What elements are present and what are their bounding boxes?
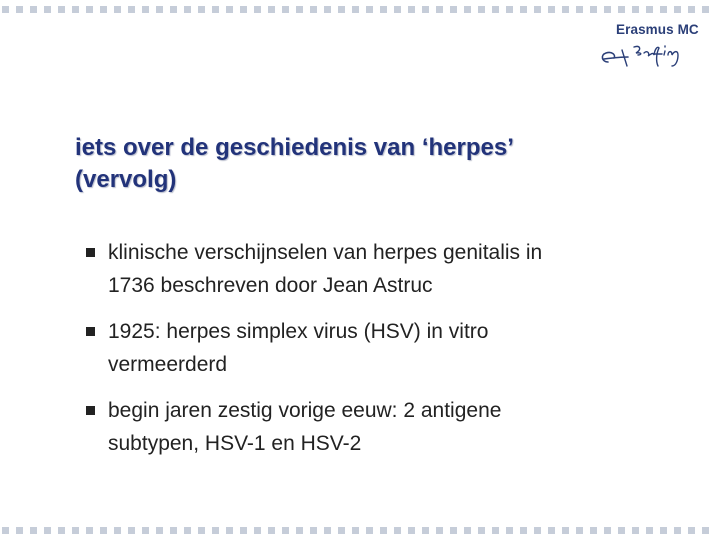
erasmus-mc-logo (598, 22, 708, 72)
border-square (394, 527, 401, 534)
bullet-text-line: begin jaren zestig vorige eeuw: 2 antigene (108, 399, 502, 422)
border-square (268, 527, 275, 534)
border-square (128, 6, 135, 13)
border-square (254, 527, 261, 534)
border-square (660, 6, 667, 13)
border-square (520, 6, 527, 13)
border-square (464, 527, 471, 534)
border-square (296, 527, 303, 534)
square-bullet-icon (86, 248, 95, 257)
border-square (408, 527, 415, 534)
border-square (100, 527, 107, 534)
border-square (310, 6, 317, 13)
border-square (674, 6, 681, 13)
border-square (366, 6, 373, 13)
border-square (436, 6, 443, 13)
border-square (170, 6, 177, 13)
border-square (632, 527, 639, 534)
border-square (534, 6, 541, 13)
border-square (618, 527, 625, 534)
border-square (408, 6, 415, 13)
bullet-text-line: vermeerderd (108, 353, 228, 376)
border-square (548, 6, 555, 13)
border-square (562, 527, 569, 534)
border-square (114, 527, 121, 534)
border-square (128, 527, 135, 534)
border-square (114, 6, 121, 13)
border-square (30, 527, 37, 534)
border-square (436, 527, 443, 534)
border-square (268, 6, 275, 13)
border-square (198, 6, 205, 13)
border-square (366, 527, 373, 534)
border-square (380, 527, 387, 534)
square-bullet-icon (86, 327, 95, 336)
border-square (702, 6, 709, 13)
border-square (240, 6, 247, 13)
border-square (562, 6, 569, 13)
top-border-squares (0, 6, 720, 14)
border-square (380, 6, 387, 13)
border-square (534, 527, 541, 534)
border-square (422, 6, 429, 13)
border-square (618, 6, 625, 13)
bullet-item (86, 236, 646, 302)
bullet-text-line: subtypen, HSV-1 en HSV-2 (108, 432, 362, 455)
border-square (450, 527, 457, 534)
border-square (44, 527, 51, 534)
border-square (646, 6, 653, 13)
border-square (450, 6, 457, 13)
border-square (506, 527, 513, 534)
border-square (590, 6, 597, 13)
border-square (338, 527, 345, 534)
border-square (324, 527, 331, 534)
border-square (212, 6, 219, 13)
border-square (58, 527, 65, 534)
border-square (674, 527, 681, 534)
border-square (646, 527, 653, 534)
border-square (548, 527, 555, 534)
border-square (576, 6, 583, 13)
border-square (100, 6, 107, 13)
border-square (72, 527, 79, 534)
border-square (156, 6, 163, 13)
border-square (702, 527, 709, 534)
border-square (492, 527, 499, 534)
border-square (590, 527, 597, 534)
border-square (604, 6, 611, 13)
border-square (464, 6, 471, 13)
border-square (184, 527, 191, 534)
border-square (296, 6, 303, 13)
border-square (170, 527, 177, 534)
border-square (506, 6, 513, 13)
bullet-text-line: 1736 beschreven door Jean Astruc (108, 274, 433, 297)
border-square (352, 6, 359, 13)
border-square (394, 6, 401, 13)
border-square (2, 527, 9, 534)
border-square (352, 527, 359, 534)
border-square (576, 527, 583, 534)
border-square (142, 527, 149, 534)
border-square (86, 6, 93, 13)
border-square (16, 6, 23, 13)
border-square (632, 6, 639, 13)
border-square (478, 527, 485, 534)
bottom-border-squares (0, 527, 720, 535)
bullet-list (86, 236, 646, 473)
border-square (2, 6, 9, 13)
border-square (492, 6, 499, 13)
border-square (86, 527, 93, 534)
border-square (282, 6, 289, 13)
border-square (44, 6, 51, 13)
slide-title (75, 132, 675, 196)
border-square (338, 6, 345, 13)
border-square (72, 6, 79, 13)
bullet-item (86, 315, 646, 381)
logo-text: Erasmus MC (616, 22, 699, 37)
border-square (58, 6, 65, 13)
title-line-2: (vervolg) (75, 166, 177, 193)
border-square (324, 6, 331, 13)
square-bullet-icon (86, 406, 95, 415)
border-square (520, 527, 527, 534)
border-square (16, 527, 23, 534)
border-square (422, 527, 429, 534)
border-square (226, 6, 233, 13)
border-square (184, 6, 191, 13)
title-line-1: iets over de geschiedenis van ‘herpes’ (75, 134, 514, 161)
bullet-text-line: 1925: herpes simplex virus (HSV) in vitro (108, 320, 489, 343)
border-square (226, 527, 233, 534)
border-square (30, 6, 37, 13)
border-square (254, 6, 261, 13)
border-square (156, 527, 163, 534)
border-square (660, 527, 667, 534)
bullet-text-line: klinische verschijnselen van herpes genitalis in (108, 241, 543, 264)
border-square (142, 6, 149, 13)
bullet-item (86, 394, 646, 460)
border-square (198, 527, 205, 534)
border-square (240, 527, 247, 534)
border-square (282, 527, 289, 534)
logo-signature (598, 36, 708, 72)
border-square (604, 527, 611, 534)
border-square (212, 527, 219, 534)
border-square (310, 527, 317, 534)
border-square (478, 6, 485, 13)
border-square (688, 6, 695, 13)
border-square (688, 527, 695, 534)
